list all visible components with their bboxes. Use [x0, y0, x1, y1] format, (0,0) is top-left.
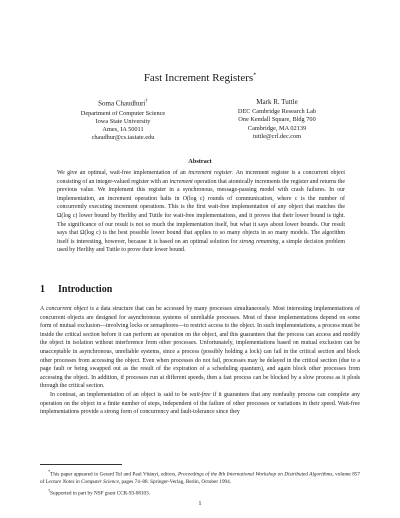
- author-email: tuttle@crl.dec.com: [252, 132, 302, 140]
- affiliation-line: Cambridge, MA 02139: [247, 124, 307, 132]
- footnote-rule: [40, 464, 122, 465]
- abstract-heading: Abstract: [188, 158, 212, 165]
- author-footnote-mark: †: [145, 99, 148, 104]
- footnotes: [40, 468, 360, 498]
- title-footnote-mark: *: [253, 72, 257, 79]
- author-block-2: [217, 98, 337, 141]
- abstract-text: We give an optimal, wait-free implementation of an increment register. An increment register is a concurrent object consisting of an integer-valued register with an increment operation that atomically increments the register and returns the previous value. We implement this register in a synchronous, message-passing model with crash failures. In our implementation, an increment operation halts in O(log c) rounds of communication, where c is the number of concurrently executing increment operations. This is the first wait-free implementation of any object that matches the Ω(log c) lower bound by Herlihy and Tuttle for wait-free implementations, and it proves that their lower bound is tight. The significance of our result is not so much the implementation itself, but what it says about lower bounds. Our result says that Ω(log c) is the best possible lower bound that applies to so many objects in so many models. The algorithm itself is interesting, however, because it is based on an optimal solution for strong renaming, a simple decision problem used by Herlihy and Tuttle to prove their lower bound.: [57, 170, 346, 254]
- footnote: †Supported in part by NSF grant CCR-93-08103.: [48, 487, 151, 497]
- paper-title: [0, 72, 400, 84]
- affiliation-line: Iowa State University: [95, 117, 151, 125]
- author-email: chaudhur@cs.iastate.edu: [91, 134, 155, 142]
- footnote: *This paper appeared in Gerard Tel and Paul Vitányi, editors, Proceedings of the 8th International Workshop on Distributed Algorithms, volume 857 of Lecture Notes in Computer Science, pages 74–88. Springer-Verlag, Berlin, October 1994.: [40, 469, 360, 486]
- page-number: 1: [198, 500, 202, 507]
- affiliation-line: One Kendall Square, Bldg 700: [238, 116, 316, 124]
- body-paragraph: A concurrent object is a data structure that can be accessed by many processes simultaneously. Most interesting implementations of concurrent objects are designed for asynchronous systems of unreliable processes. Most of these implementations depend on some form of mutual exclusion—involving locks or semaphores—to restrict access to the object. In such implementations, a process must be inside the critical section before it can perform an operation on the object, and this guarantees that the process can access and modify the object in isolation without interference from other processes. Unfortunately, implementations based on mutual exclusion can be unacceptable in asynchronous, unreliable systems, since a process (possibly holding a lock) can fail in the critical section and block other processes from accessing the object. Even when processes do not fail, processes may be delayed in the critical section (due to a page fault or being swapped out as the result of the expiration of a scheduling quantum), and again block other processes from accessing the object. In addition, if processes run at different speeds, then a fast process can be blocked by a slow process as it plods through the critical section.: [40, 306, 361, 390]
- section-title: Introduction: [58, 284, 113, 295]
- affiliation-line: Department of Computer Science: [80, 109, 166, 117]
- author-name: Soma Chaudhuri†: [98, 99, 148, 108]
- author-name: Mark R. Tuttle: [256, 98, 298, 106]
- affiliation-line: Ames, IA 50011: [102, 125, 144, 133]
- section-heading: [40, 284, 112, 295]
- affiliation-line: DEC Cambridge Research Lab: [237, 108, 317, 116]
- body-paragraph: In contrast, an implementation of an object is said to be wait-free if it guarantees that any nonfaulty process can complete any operation on the object in a finite number of steps, independent of the failure of other processes or variations in their speed. Wait-free implementations provide a strong form of concurrency and fault-tolerance since they: [40, 391, 360, 416]
- title-text: Fast Increment Registers: [143, 72, 254, 84]
- section-number: 1: [40, 284, 45, 295]
- author-block-1: [63, 98, 183, 142]
- body-text: [40, 305, 360, 417]
